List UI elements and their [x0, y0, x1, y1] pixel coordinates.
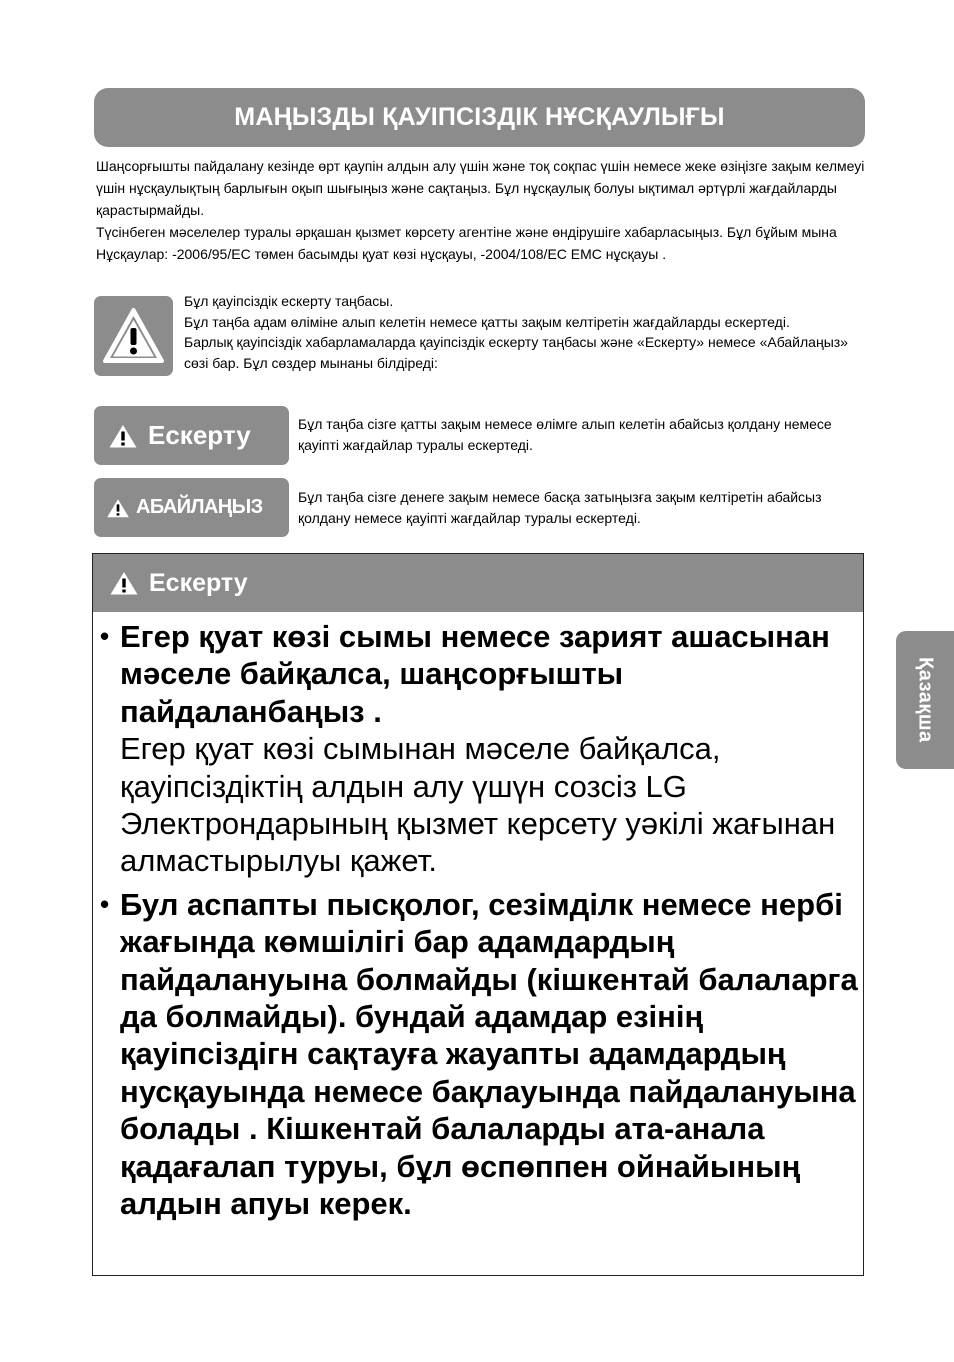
warning-panel-title: Ескерту: [149, 568, 248, 597]
warning-panel: [92, 553, 864, 1276]
warning-triangle-icon-graphic: [102, 306, 165, 366]
safety-symbol-line-1: Бұл қауіпсіздік ескерту таңбасы.: [184, 293, 394, 309]
intro-paragraph-1: Шаңсорғышты пайдалану кезінде өрт қаупін алдын алу үшін және тоқ соқпас үшін немесе жеке өзіңізге зақым келмеуі үшін нұсқаулықтың барлығын оқып шығыңыз және сақтаңыз. Бұл нұсқаулық болуы ықтимал әртүрлі жағдайларды қарастырмайды.: [96, 158, 865, 218]
caution-label-text: АБАЙЛАҢЫЗ: [136, 496, 263, 518]
warning-label: [94, 406, 289, 465]
bullet-marker: •: [100, 888, 110, 919]
warning-label-description: Бұл таңба сізге қатты зақым немесе өлімге алып келетін абайсыз қолдану немесе қауіпті жағдайлар туралы ескертеді.: [298, 416, 832, 453]
safety-symbol-line-3: Барлық қауіпсіздік хабарламаларда қауіпсіздік ескерту таңбасы және «Ескерту» немесе «Абайлаңыз» сөзі бар. Бұл сөздер мынаны білдіреді:: [184, 334, 848, 371]
warning-label-text: Ескерту: [148, 420, 251, 450]
warning-triangle-icon: [106, 497, 130, 519]
list-item-bold-text: Егер қуат көзі сымы немесе зарият ашасынан мәселе байқалса, шаңсорғышты пайдаланбаңыз .: [120, 619, 830, 729]
safety-symbol-line-2: Бұл таңба адам өліміне алып келетін немесе қатты зақым келтіретін жағдайларды ескертеді.: [184, 313, 790, 330]
safety-symbol-description: [184, 291, 854, 373]
list-item: [93, 886, 863, 1223]
intro-text: [96, 155, 876, 265]
intro-paragraph-2: Түсінбеген мәселелер туралы әрқашан қызмет көрсету агентіне және өндірушіге хабарласыңыз. Бұл бұйым мына Нұсқаулар: -2006/95/EC төмен басымды қуат көзі нұсқауы, -2004/108/EC EMC нұсқауы .: [96, 224, 837, 262]
warning-panel-header: [93, 554, 863, 612]
list-item-normal-text: Егер қуат көзі сымынан мәселе байқалса, қауіпсіздіктің алдын алу үшүн созсіз LG Электрондарының қызмет керсету уәкілі жағынан алмастырылуы қажет.: [120, 731, 836, 879]
warning-triangle-icon: [108, 423, 138, 449]
language-side-tab-label: Қазақша: [914, 657, 937, 743]
list-item: [93, 618, 863, 880]
language-side-tab: [896, 631, 954, 769]
bullet-marker: •: [100, 621, 110, 651]
list-item-bold-text: Бул аспапты пысқолог, сезімділк немесе нербі жағында көмшілігі бар адамдардың пайдалануына болмайды (кішкентай балаларга да болмайды). бундай адамдар езінің қауіпсіздігн сақтауға жауапты адамдардың нусқауында немесе бақлауында пайдалануына болады . Кішкентай балаларды ата-анала қадағалап туруы, бұл өспөппен ойнайының алдын апуы керек.: [120, 886, 858, 1222]
page-title-banner: [94, 88, 865, 147]
warning-triangle-icon: [109, 570, 139, 596]
caution-label: [94, 478, 289, 537]
warning-triangle-icon: [94, 296, 173, 376]
page-title: МАҢЫЗДЫ ҚАУІПСІЗДІК НҰСҚАУЛЫҒЫ: [234, 103, 725, 131]
warning-list: [93, 618, 863, 1223]
caution-label-description: Бұл таңба сізге денеге зақым немесе басқа затыңызға зақым келтіретін абайсыз қолдану немесе қауіпті жағдайлар туралы ескертеді.: [298, 489, 822, 526]
